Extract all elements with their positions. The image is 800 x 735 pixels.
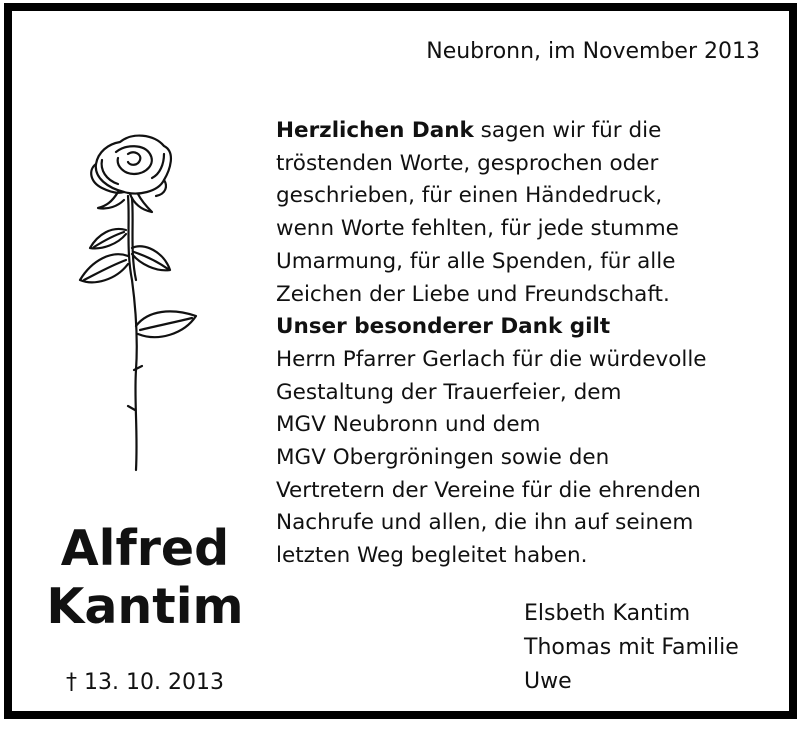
message-line: Vertretern der Vereine für die ehrenden — [276, 477, 701, 503]
thank-you-message — [276, 115, 776, 573]
death-date: † 13. 10. 2013 — [66, 670, 224, 695]
message-line: Herzlichen Dank sagen wir für die — [276, 118, 662, 143]
deceased-last-name: Kantim — [46, 578, 244, 635]
message-line: wenn Worte fehlten, für jede stumme — [276, 216, 679, 242]
message-line: Herrn Pfarrer Gerlach für die würdevolle — [276, 346, 707, 372]
message-line: Umarmung, für alle Spenden, für alle — [276, 248, 676, 274]
place-date: Neubronn, im November 2013 — [426, 39, 760, 64]
signature-name: Elsbeth Kantim — [524, 601, 691, 626]
signature-name: Thomas mit Familie — [524, 635, 739, 660]
deceased-first-name: Alfred — [60, 520, 230, 577]
message-line: MGV Neubronn und dem — [276, 412, 541, 438]
rose-icon — [72, 130, 212, 490]
message-line: tröstenden Worte, gesprochen oder — [276, 150, 659, 176]
deceased-name — [20, 520, 270, 636]
message-line: geschrieben, für einen Händedruck, — [276, 183, 663, 209]
message-line: Gestaltung der Trauerfeier, dem — [276, 379, 622, 405]
message-line: letzten Weg begleitet haben. — [276, 543, 588, 569]
message-heading: Unser besonderer Dank gilt — [276, 314, 611, 340]
signature-name: Uwe — [524, 669, 572, 694]
message-line: Zeichen der Liebe und Freundschaft. — [276, 281, 670, 307]
message-line: Nachrufe und allen, die ihn auf seinem — [276, 510, 694, 536]
signatures — [524, 597, 774, 699]
message-line: MGV Obergröningen sowie den — [276, 445, 610, 471]
